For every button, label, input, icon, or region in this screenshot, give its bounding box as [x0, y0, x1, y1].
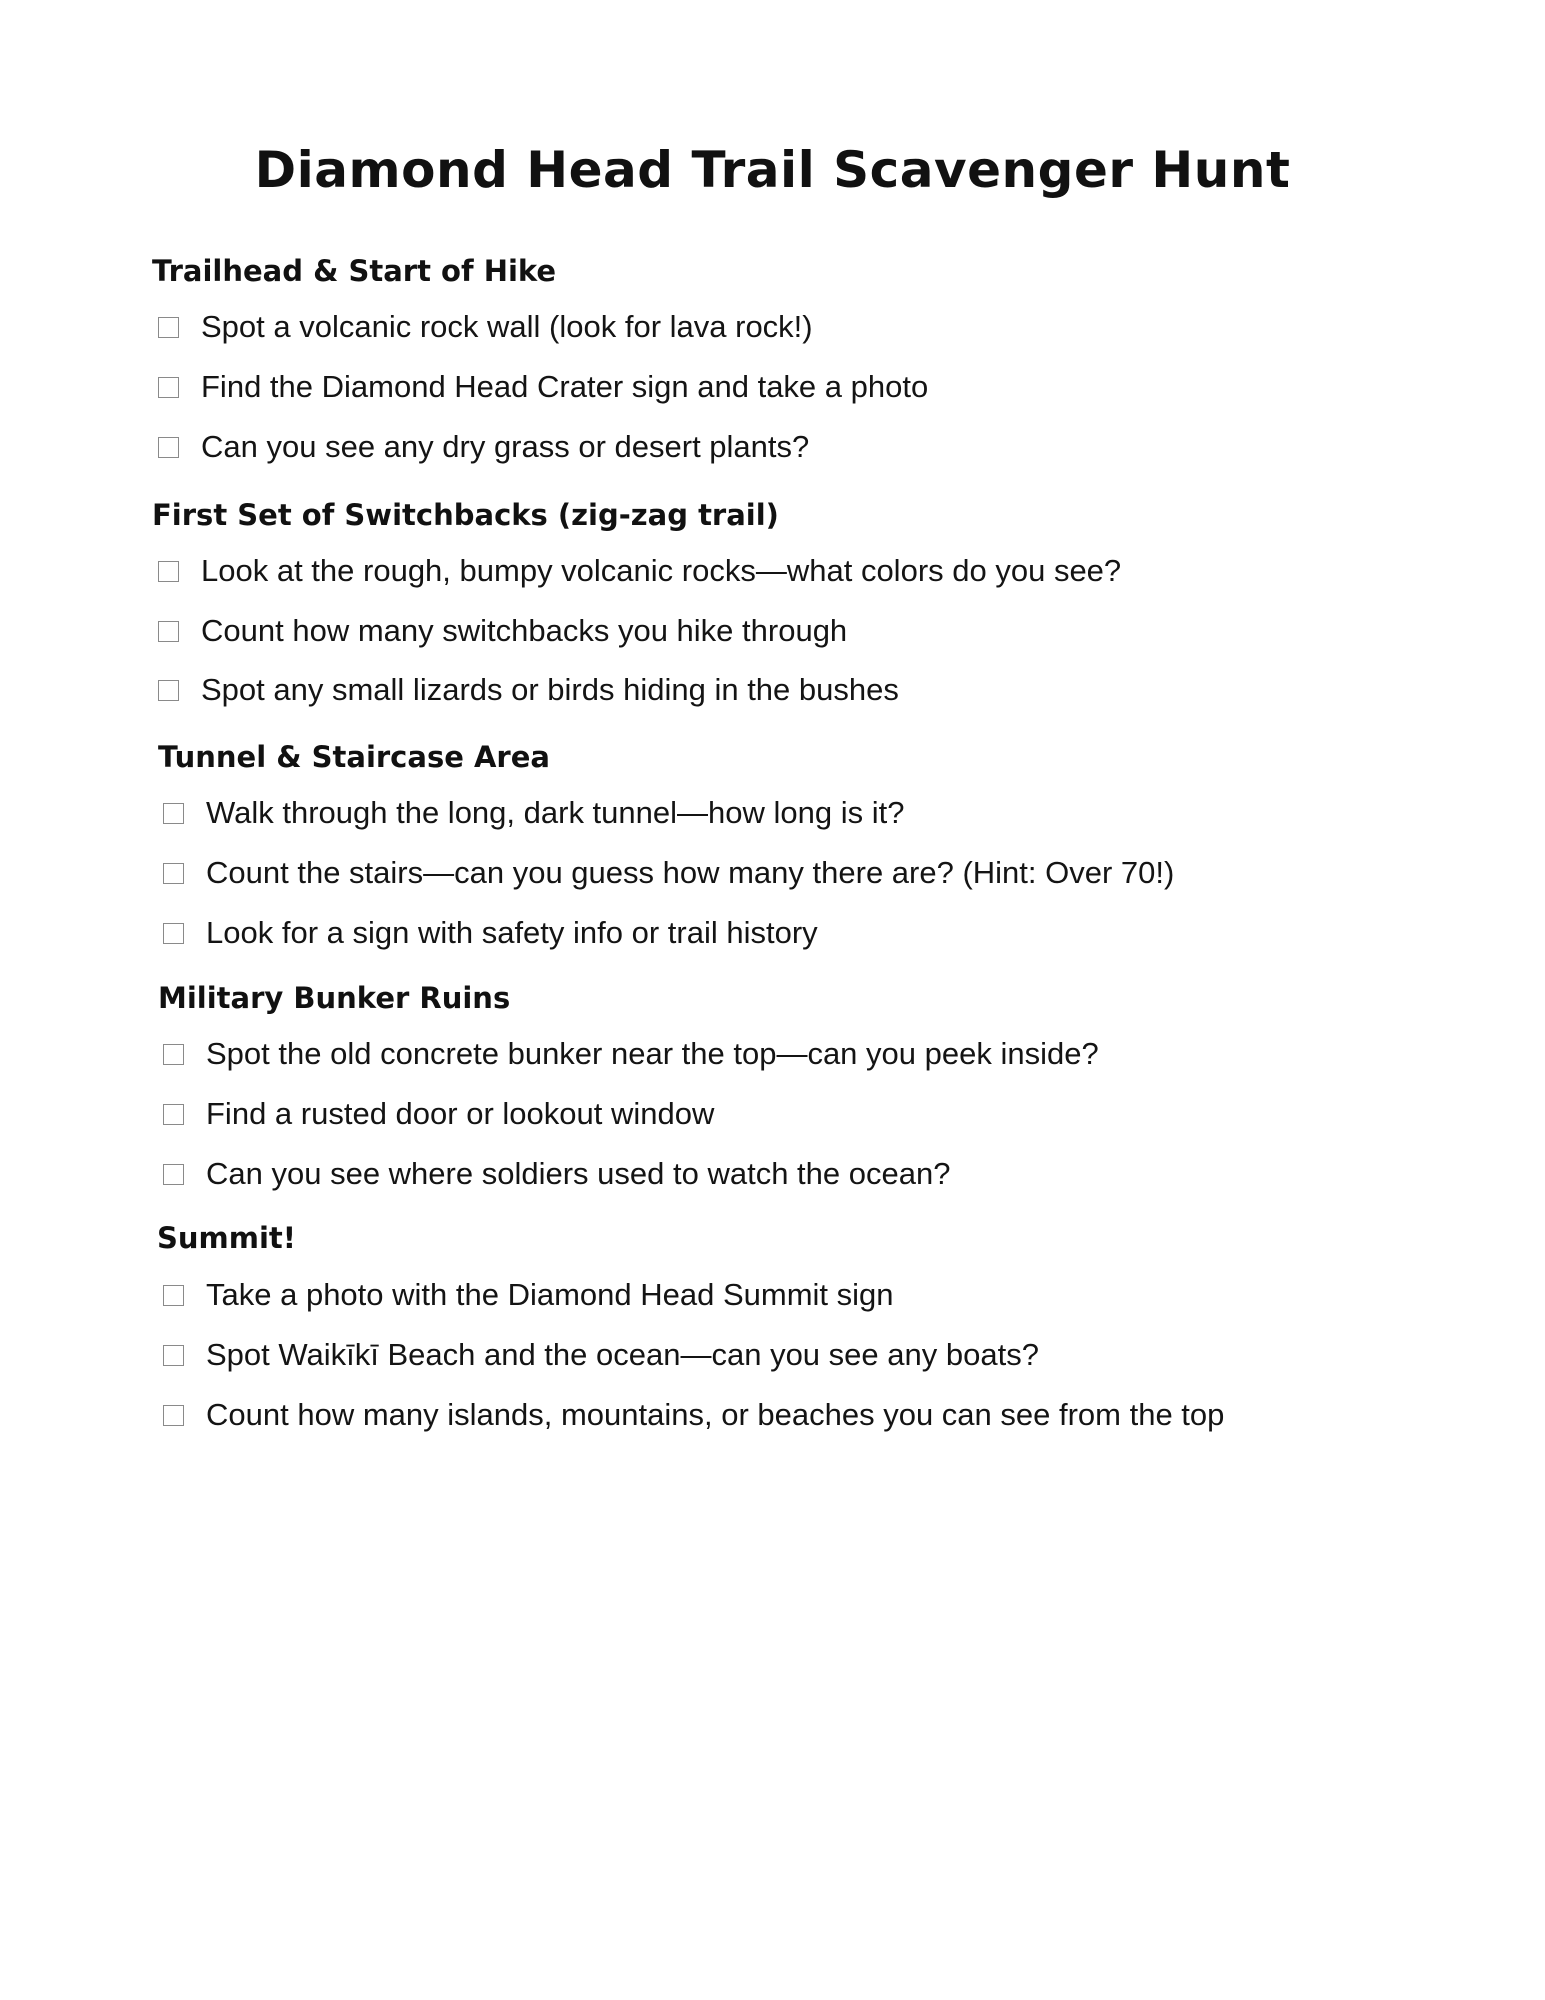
- checkbox[interactable]: [163, 863, 184, 884]
- checkbox[interactable]: [158, 680, 179, 701]
- checklist-item-label: Spot a volcanic rock wall (look for lava rock!): [201, 309, 813, 344]
- checklist-item[interactable]: [163, 914, 818, 952]
- checklist-item-label: Find a rusted door or lookout window: [206, 1096, 715, 1131]
- checklist-item-label: Take a photo with the Diamond Head Summit sign: [206, 1277, 894, 1312]
- checklist-item[interactable]: [163, 1035, 1099, 1073]
- checklist-item-label: Can you see any dry grass or desert plants?: [201, 429, 810, 464]
- checklist-item[interactable]: [163, 1396, 1224, 1434]
- checklist-item[interactable]: [158, 368, 928, 406]
- checklist-item[interactable]: [158, 308, 813, 346]
- checklist-item[interactable]: [163, 1336, 1039, 1374]
- checklist-item[interactable]: [158, 671, 899, 709]
- checklist-item-label: Count how many islands, mountains, or beaches you can see from the top: [206, 1397, 1225, 1432]
- checkbox[interactable]: [163, 1405, 184, 1426]
- checkbox[interactable]: [158, 561, 179, 582]
- checkbox[interactable]: [158, 377, 179, 398]
- checklist-item-label: Find the Diamond Head Crater sign and take a photo: [201, 369, 929, 404]
- checklist-item-label: Spot Waikīkī Beach and the ocean—can you see any boats?: [206, 1337, 1039, 1372]
- checklist-item-label: Spot the old concrete bunker near the top—can you peek inside?: [206, 1036, 1099, 1071]
- checkbox[interactable]: [163, 1285, 184, 1306]
- checklist-item-label: Count the stairs—can you guess how many there are? (Hint: Over 70!): [206, 855, 1175, 890]
- section-heading-bunker: Military Bunker Ruins: [158, 981, 511, 1015]
- section-heading-summit: Summit!: [157, 1221, 296, 1255]
- section-heading-switchbacks: First Set of Switchbacks (zig-zag trail): [152, 498, 779, 532]
- checkbox[interactable]: [158, 317, 179, 338]
- checkbox[interactable]: [163, 923, 184, 944]
- page-title: Diamond Head Trail Scavenger Hunt: [254, 141, 1291, 199]
- checkbox[interactable]: [163, 1044, 184, 1065]
- checklist-item-label: Look for a sign with safety info or trail history: [206, 915, 818, 950]
- checklist-item-label: Count how many switchbacks you hike through: [201, 613, 848, 648]
- checklist-item[interactable]: [163, 794, 904, 832]
- checklist-item[interactable]: [163, 854, 1174, 892]
- checkbox[interactable]: [163, 1345, 184, 1366]
- checkbox[interactable]: [163, 1104, 184, 1125]
- checklist-item-label: Can you see where soldiers used to watch the ocean?: [206, 1156, 951, 1191]
- section-heading-tunnel: Tunnel & Staircase Area: [158, 740, 550, 774]
- checklist-item-label: Spot any small lizards or birds hiding in the bushes: [201, 672, 899, 707]
- checkbox[interactable]: [158, 437, 179, 458]
- checklist-item-label: Walk through the long, dark tunnel—how long is it?: [206, 795, 905, 830]
- checkbox[interactable]: [163, 803, 184, 824]
- checklist-item[interactable]: [158, 428, 809, 466]
- checklist-item[interactable]: [163, 1276, 894, 1314]
- checklist-item[interactable]: [158, 552, 1121, 590]
- section-heading-trailhead: Trailhead & Start of Hike: [152, 254, 557, 288]
- checklist-item[interactable]: [163, 1095, 714, 1133]
- checklist-item-label: Look at the rough, bumpy volcanic rocks—what colors do you see?: [201, 553, 1122, 588]
- checklist-item[interactable]: [158, 612, 847, 650]
- checkbox[interactable]: [163, 1164, 184, 1185]
- checklist-item[interactable]: [163, 1155, 950, 1193]
- checkbox[interactable]: [158, 621, 179, 642]
